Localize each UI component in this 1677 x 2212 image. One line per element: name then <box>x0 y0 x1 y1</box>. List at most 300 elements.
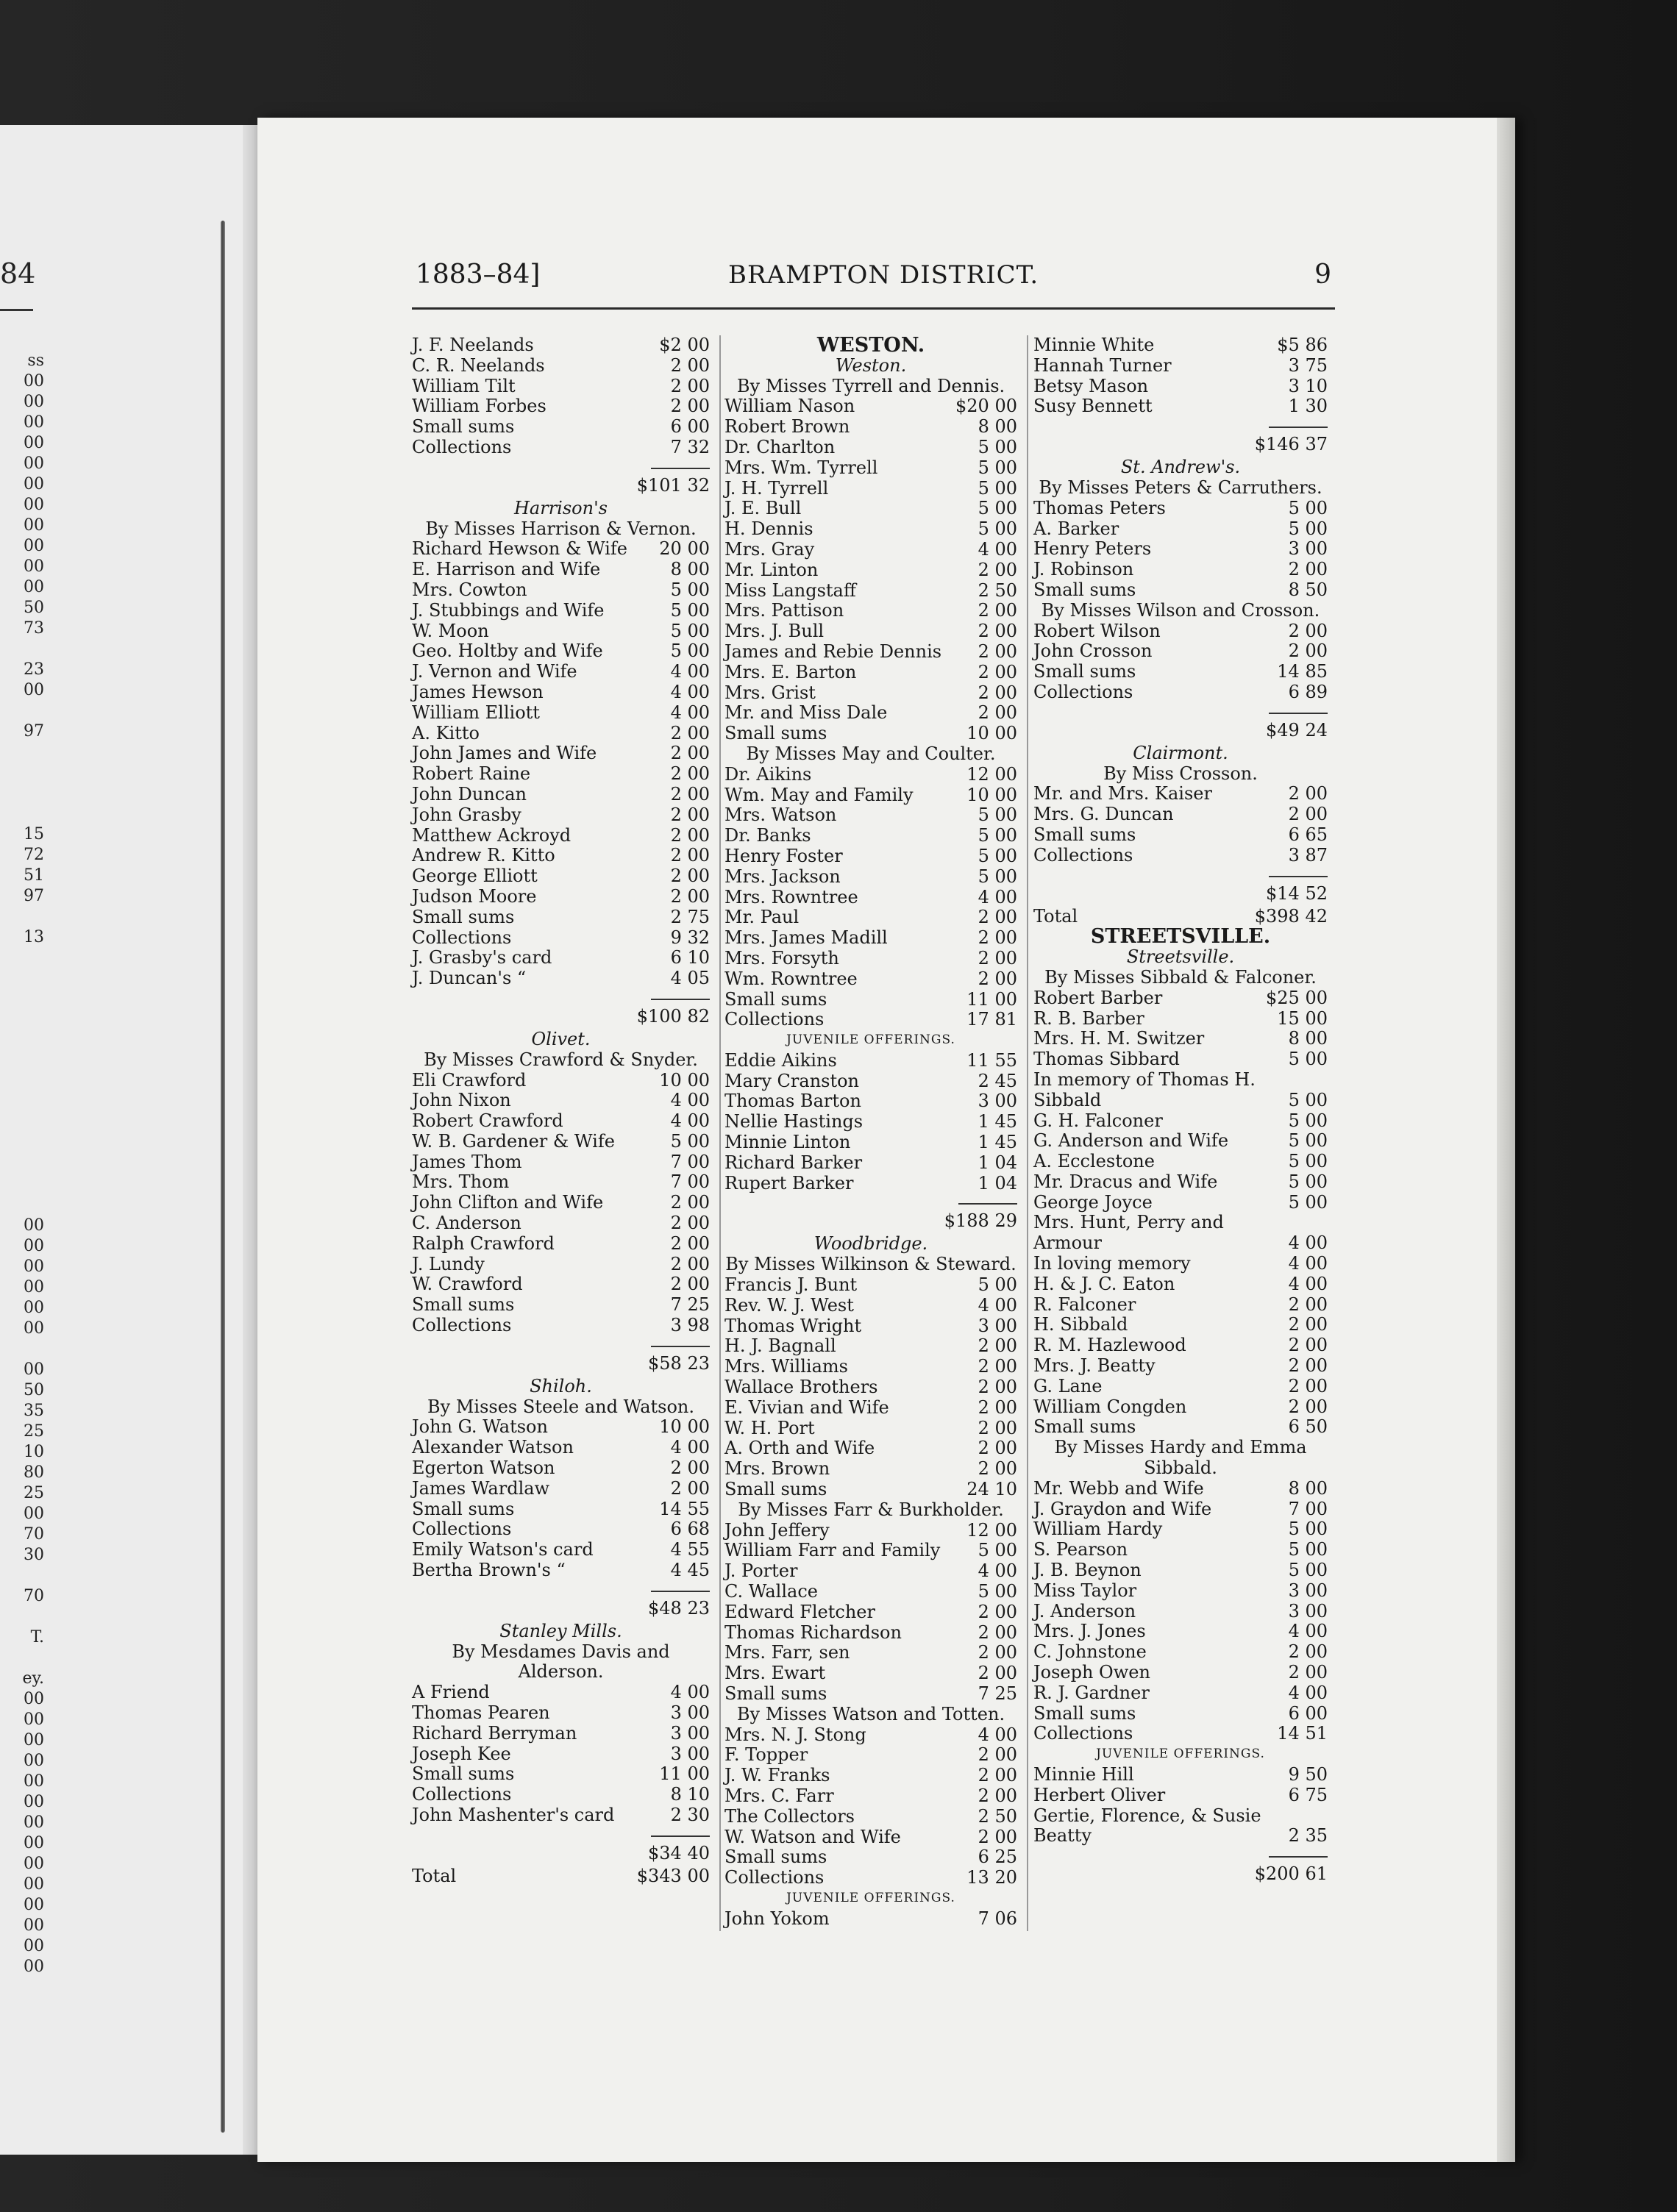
header-rule <box>412 307 1335 310</box>
entry-name: Small sums <box>1033 1702 1136 1724</box>
collectors-line <box>724 377 1017 397</box>
entry-amount: 2 00 <box>670 763 710 785</box>
page-header <box>416 259 1331 296</box>
entry-amount: 5 00 <box>978 457 1017 478</box>
ledger-entry <box>724 1132 1017 1153</box>
entry-amount: 5 00 <box>1288 1110 1328 1131</box>
ledger-entry <box>724 1561 1017 1582</box>
entry-amount: 1 04 <box>978 1172 1017 1194</box>
entry-name: Small sums <box>412 906 515 927</box>
entry-name: Mrs. C. Farr <box>724 1785 834 1806</box>
entry-name: Robert Wilson <box>1033 620 1161 641</box>
subtotal-amount: $14 52 <box>1266 882 1328 904</box>
entry-amount: 8 00 <box>670 559 710 580</box>
left-page-fragment: 00 <box>24 1916 44 1935</box>
entry-name: Mrs. James Madill <box>724 927 888 949</box>
entry-amount: 4 00 <box>1288 1621 1328 1642</box>
left-page-fragment: 00 <box>24 496 44 514</box>
left-page-fragment: T. <box>30 1628 44 1646</box>
entry-amount: 12 00 <box>966 763 1017 785</box>
left-page-fragment: 00 <box>24 413 44 432</box>
entry-name: Betsy Mason <box>1033 375 1149 396</box>
ledger-entry <box>724 1909 1017 1930</box>
ledger-entry <box>1033 1315 1328 1335</box>
ledger-entry <box>724 1847 1017 1868</box>
left-page-fragment: 00 <box>24 372 44 390</box>
collectors-text: By Misses Farr & Burkholder. <box>738 1499 1004 1520</box>
ledger-entry <box>412 1479 710 1499</box>
entry-name: R. J. Gardner <box>1033 1682 1150 1703</box>
entry-amount: 4 00 <box>978 886 1017 907</box>
entry-amount: 8 50 <box>1288 579 1328 600</box>
ledger-entry <box>412 1234 710 1255</box>
ledger-entry <box>1033 377 1328 397</box>
entry-amount: 2 00 <box>978 1785 1017 1806</box>
entry-name: Mrs. Pattison <box>724 600 844 621</box>
entry-name: Mrs. Gray <box>724 538 815 560</box>
category-text: JUVENILE OFFERINGS. <box>786 1890 955 1905</box>
ledger-entry <box>724 1398 1017 1419</box>
entry-amount: 14 85 <box>1277 661 1328 682</box>
left-page-fragment: ey. <box>22 1669 44 1688</box>
ledger-entry <box>1033 662 1328 682</box>
subsection-title: St. Andrew's. <box>1120 457 1241 478</box>
entry-name: Small sums <box>412 416 515 438</box>
entry-name: Small sums <box>724 723 827 744</box>
ledger-entry <box>412 335 710 356</box>
entry-amount: 2 00 <box>1288 783 1328 804</box>
entry-amount: 3 00 <box>670 1702 710 1724</box>
subtotal-line <box>1033 703 1328 743</box>
entry-name: William Nason <box>724 396 855 417</box>
collectors-line <box>724 1705 1017 1725</box>
left-page-fragment: 15 <box>24 825 44 843</box>
entry-name: W. Watson and Wife <box>724 1826 901 1847</box>
ledger-entry <box>412 948 710 968</box>
ledger-entry <box>724 683 1017 704</box>
entry-name: The Collectors <box>724 1805 855 1827</box>
collectors-text: Sibbald. <box>1144 1458 1217 1479</box>
ledger-entry <box>412 1071 710 1091</box>
left-page-fragment: 00 <box>24 578 44 596</box>
ledger-entry <box>1033 1029 1328 1049</box>
entry-name: Mr. Linton <box>724 559 819 580</box>
entry-name: C. Wallace <box>724 1581 818 1602</box>
entry-amount: 2 00 <box>978 1663 1017 1684</box>
entry-name: Andrew R. Kitto <box>412 845 555 866</box>
ledger-entry <box>1033 1356 1328 1377</box>
entry-name: Mrs. Watson <box>724 804 837 826</box>
ledger-entry <box>724 805 1017 826</box>
entry-name: W. B. Gardener & Wife <box>412 1130 615 1152</box>
ledger-entry <box>724 601 1017 621</box>
ledger-entry <box>1033 1131 1328 1152</box>
entry-amount: 5 00 <box>1288 497 1328 518</box>
entry-amount: 2 50 <box>978 1805 1017 1827</box>
entry-amount: 2 00 <box>978 682 1017 703</box>
ledger-entry <box>1033 1704 1328 1724</box>
entry-amount: $2 00 <box>659 335 710 355</box>
entry-name: J. Duncan's “ <box>412 968 527 989</box>
entry-name: Small sums <box>1033 824 1136 845</box>
entry-name: John Grasby <box>412 804 521 825</box>
entry-name: S. Pearson <box>1033 1539 1128 1560</box>
ledger-entry <box>1033 988 1328 1009</box>
ledger-entry <box>412 1764 710 1785</box>
entry-amount: 4 00 <box>1288 1253 1328 1274</box>
entry-amount: 2 00 <box>978 1377 1017 1398</box>
entry-name: John G. Watson <box>412 1416 548 1438</box>
entry-name: A. Ecclestone <box>1033 1151 1155 1172</box>
entry-name: Minnie Linton <box>724 1132 851 1153</box>
ledger-entry <box>1033 1172 1328 1193</box>
entry-amount: 10 00 <box>966 784 1017 805</box>
ledger-entry <box>1033 539 1328 560</box>
collectors-text: By Mesdames Davis and <box>452 1641 670 1662</box>
entry-amount: 2 00 <box>978 1642 1017 1663</box>
collectors-line <box>412 1662 710 1683</box>
entry-amount: 8 10 <box>670 1784 710 1805</box>
entry-name: A. Barker <box>1033 518 1119 539</box>
entry-amount: 2 00 <box>670 804 710 825</box>
entry-amount: 2 00 <box>670 824 710 846</box>
entry-name: Thomas Pearen <box>412 1702 550 1724</box>
entry-name: James Thom <box>412 1151 522 1172</box>
entry-amount: $343 00 <box>636 1865 710 1886</box>
entry-amount: 24 10 <box>966 1479 1017 1500</box>
left-page-fragment: 50 <box>24 599 44 617</box>
entry-amount: 2 00 <box>978 1765 1017 1786</box>
entry-name: Robert Crawford <box>412 1110 563 1132</box>
ledger-entry <box>1033 907 1328 927</box>
subsection-title: Shiloh. <box>530 1375 592 1396</box>
entry-amount: 7 32 <box>670 436 710 457</box>
left-page-fragment: 00 <box>24 393 44 411</box>
entry-name: Robert Raine <box>412 763 531 785</box>
entry-name: Mr. Paul <box>724 907 800 928</box>
entry-name: Dr. Banks <box>724 825 811 846</box>
subtotal-line <box>412 1336 710 1377</box>
ledger-entry <box>1033 1254 1328 1274</box>
ledger-entry <box>1033 804 1328 825</box>
ledger-entry <box>412 580 710 601</box>
entry-name: J. H. Tyrrell <box>724 477 829 499</box>
left-page-fragment: 00 <box>24 1937 44 1955</box>
entry-amount: 4 00 <box>670 1090 710 1111</box>
entry-amount: 4 00 <box>1288 1232 1328 1254</box>
entry-name: Mary Cranston <box>724 1070 860 1091</box>
entry-name: Ralph Crawford <box>412 1232 555 1254</box>
subsection-title: Clairmont. <box>1133 742 1228 763</box>
entry-amount: 5 00 <box>670 1130 710 1152</box>
ledger-entry <box>1033 1519 1328 1540</box>
entry-name: James and Rebie Dennis <box>724 641 942 662</box>
page-edge <box>1497 118 1515 2162</box>
entry-amount: 6 75 <box>1288 1784 1328 1805</box>
entry-name: Eli Crawford <box>412 1069 527 1091</box>
subtotal-amount: $34 40 <box>648 1842 710 1863</box>
entry-amount: 10 00 <box>659 1069 710 1091</box>
entry-amount: 2 75 <box>670 906 710 927</box>
left-page-fragment: 35 <box>24 1402 44 1420</box>
entry-name: Dr. Aikins <box>724 763 812 785</box>
entry-name: W. H. Port <box>724 1417 815 1438</box>
collectors-line <box>412 1050 710 1071</box>
header-title: BRAMPTON DISTRICT. <box>728 260 1039 290</box>
entry-name: Mrs. H. M. Switzer <box>1033 1028 1205 1049</box>
entry-amount: 11 55 <box>966 1049 1017 1071</box>
entry-amount: $5 86 <box>1277 335 1328 355</box>
left-page-fragment: 13 <box>24 928 44 946</box>
ledger-entry <box>412 560 710 580</box>
subsection-title: Harrison's <box>514 497 608 518</box>
ledger-entry <box>412 1866 710 1887</box>
entry-amount: 7 25 <box>978 1683 1017 1704</box>
ledger-entry <box>724 785 1017 806</box>
ledger-entry <box>412 805 710 826</box>
entry-name: Mrs. Forsyth <box>724 947 839 968</box>
ledger-entry <box>412 1295 710 1316</box>
subsection-title: Streetsville. <box>1126 946 1235 968</box>
ledger-entry <box>724 458 1017 479</box>
entry-name: G. H. Falconer <box>1033 1110 1163 1131</box>
entry-name: A. Orth and Wife <box>724 1438 875 1459</box>
ledger-entry <box>724 1438 1017 1459</box>
collectors-line <box>412 519 710 540</box>
entry-amount: 12 00 <box>966 1519 1017 1541</box>
subsection-heading <box>412 1377 710 1397</box>
ledger-entry <box>724 846 1017 867</box>
ledger-entry <box>1033 1785 1328 1806</box>
entry-name: Collections <box>412 1315 512 1336</box>
entry-name: Small sums <box>724 988 827 1010</box>
entry-amount: 5 00 <box>978 436 1017 457</box>
ledger-entry <box>724 1663 1017 1684</box>
entry-amount: 2 00 <box>1288 641 1328 662</box>
entry-amount: 2 00 <box>1288 1355 1328 1377</box>
entry-name: E. Vivian and Wife <box>724 1396 889 1418</box>
entry-amount: 8 00 <box>1288 1477 1328 1499</box>
ledger-entry <box>1033 1499 1328 1520</box>
ledger-entry <box>724 1807 1017 1827</box>
column-divider <box>1027 335 1028 1931</box>
entry-amount: 10 00 <box>659 1416 710 1438</box>
entry-amount: 5 00 <box>1288 1171 1328 1192</box>
entry-name: William Forbes <box>412 396 546 417</box>
collectors-line <box>724 1255 1017 1275</box>
ledger-entry <box>1033 1152 1328 1172</box>
entry-amount: 5 00 <box>670 620 710 641</box>
entry-amount: 5 00 <box>978 1540 1017 1561</box>
left-page-fragment: 80 <box>24 1463 44 1482</box>
entry-name: J. Stubbings and Wife <box>412 599 605 621</box>
ledger-entry <box>1033 1642 1328 1663</box>
entry-amount: 4 00 <box>670 1110 710 1132</box>
column-3 <box>1033 335 1328 1887</box>
category-heading <box>724 1888 1017 1909</box>
entry-name: Small sums <box>1033 579 1136 600</box>
entry-amount: 2 00 <box>1288 1294 1328 1315</box>
ledger-entry <box>412 1111 710 1132</box>
entry-name: Mrs. Thom <box>412 1171 510 1193</box>
category-heading <box>724 1030 1017 1051</box>
entry-name: C. R. Neelands <box>412 354 545 376</box>
entry-name: Small sums <box>724 1479 827 1500</box>
subtotal-amount: $48 23 <box>648 1597 710 1619</box>
entry-name: Matthew Ackroyd <box>412 824 572 846</box>
ledger-entry <box>412 1193 710 1213</box>
ledger-entry <box>412 1132 710 1152</box>
entry-amount: 5 00 <box>670 641 710 662</box>
ledger-entry <box>412 1519 710 1540</box>
entry-name: E. Harrison and Wife <box>412 559 601 580</box>
subsection-title: Olivet. <box>531 1028 591 1049</box>
ledger-entry <box>724 1010 1017 1030</box>
ledger-entry <box>724 888 1017 908</box>
entry-name: Small sums <box>1033 1416 1136 1438</box>
entry-amount: 5 00 <box>1288 1151 1328 1172</box>
entry-name: Judson Moore <box>412 885 537 907</box>
ledger-entry <box>412 826 710 846</box>
ledger-entry <box>724 417 1017 438</box>
entry-name: Alexander Watson <box>412 1437 574 1458</box>
entry-name: Robert Barber <box>1033 987 1163 1008</box>
left-page-fragment: 00 <box>24 1834 44 1852</box>
entry-amount: 2 00 <box>670 783 710 804</box>
ledger-entry <box>724 1459 1017 1480</box>
entry-amount: 13 20 <box>966 1867 1017 1888</box>
subsection-title: Stanley Mills. <box>499 1620 622 1641</box>
entry-amount: 2 00 <box>978 1438 1017 1459</box>
ledger-entry <box>724 1623 1017 1644</box>
ledger-entry <box>1033 621 1328 642</box>
entry-name: J. F. Neelands <box>412 335 534 355</box>
subsection-title: Weston. <box>835 354 907 376</box>
ledger-entry <box>412 846 710 866</box>
ledger-entry <box>1033 1663 1328 1683</box>
ledger-entry <box>1033 641 1328 662</box>
entry-amount: 7 00 <box>670 1151 710 1172</box>
entry-amount: 11 00 <box>966 988 1017 1010</box>
entry-name: Total <box>1033 905 1078 927</box>
entry-name: Mrs. N. J. Stong <box>724 1724 866 1745</box>
subtotal-amount: $200 61 <box>1254 1863 1328 1885</box>
entry-name: Herbert Oliver <box>1033 1784 1166 1805</box>
ledger-entry <box>724 1582 1017 1602</box>
entry-name: Egerton Watson <box>412 1458 555 1479</box>
entry-amount: 2 00 <box>670 1232 710 1254</box>
entry-amount: 1 45 <box>978 1132 1017 1153</box>
ledger-entry <box>724 969 1017 990</box>
subsection-heading <box>412 1030 710 1050</box>
ledger-entry <box>412 1274 710 1295</box>
entry-amount: 4 00 <box>1288 1273 1328 1294</box>
ledger-entry <box>724 1275 1017 1296</box>
entry-name: J. Graydon and Wife <box>1033 1498 1212 1519</box>
collectors-text: By Miss Crosson. <box>1103 763 1258 784</box>
entry-name: Small sums <box>412 1763 515 1785</box>
entry-amount: 5 00 <box>978 825 1017 846</box>
left-page-fragment: 70 <box>24 1525 44 1544</box>
ledger-entry <box>724 1316 1017 1337</box>
entry-name: Small sums <box>724 1847 827 1868</box>
left-page-fragment: 00 <box>24 1772 44 1791</box>
ledger-entry <box>1033 1193 1328 1213</box>
ledger-entry <box>724 867 1017 888</box>
ledger-entry <box>724 642 1017 663</box>
ledger-entry <box>412 1785 710 1805</box>
category-text: JUVENILE OFFERINGS. <box>786 1032 955 1048</box>
left-page-fragment: 00 <box>24 1505 44 1523</box>
entry-amount: 2 00 <box>1288 1662 1328 1683</box>
entry-amount: 8 00 <box>1288 1028 1328 1049</box>
ledger-entry <box>1033 560 1328 580</box>
entry-name: Collections <box>412 1519 512 1540</box>
entry-name: F. Topper <box>724 1744 808 1766</box>
ledger-entry <box>724 1112 1017 1132</box>
left-page-fragment: 00 <box>24 1731 44 1749</box>
page-number: 9 <box>1314 260 1331 290</box>
entry-name: Thomas Wright <box>724 1315 862 1336</box>
entry-amount: 4 00 <box>670 681 710 702</box>
entry-name: Robert Brown <box>724 416 850 438</box>
subsection-heading <box>1033 457 1328 478</box>
entry-amount: 2 00 <box>670 866 710 887</box>
subtotal-line <box>724 1194 1017 1234</box>
entry-name: Thomas Richardson <box>724 1621 902 1643</box>
subtotal-line <box>412 989 710 1030</box>
column-2 <box>724 335 1017 1930</box>
subtotal-amount: $146 37 <box>1254 434 1328 455</box>
entry-name: Mrs. E. Barton <box>724 661 857 682</box>
left-page-fragment: 25 <box>24 1422 44 1441</box>
ledger-entry <box>412 785 710 805</box>
ledger-entry <box>724 1521 1017 1541</box>
subtotal-amount: $188 29 <box>944 1210 1017 1232</box>
ledger-entry <box>724 1377 1017 1398</box>
entry-name: R. Falconer <box>1033 1294 1136 1315</box>
entry-name: Collections <box>724 1009 825 1030</box>
left-page-header-fragment: 84 <box>0 257 36 290</box>
ledger-entry <box>1033 1621 1328 1642</box>
left-page-fragment: 00 <box>24 1855 44 1873</box>
entry-amount: 2 00 <box>978 702 1017 724</box>
ledger-entry <box>724 1091 1017 1112</box>
ledger-entry <box>724 1827 1017 1848</box>
left-page-fragment: ss <box>27 352 44 370</box>
entry-amount: 2 00 <box>978 1417 1017 1438</box>
section-heading <box>724 335 1017 356</box>
entry-name: Eddie Aikins <box>724 1049 837 1071</box>
ledger-entry <box>1033 1560 1328 1581</box>
left-page-fragment: 72 <box>24 846 44 864</box>
ledger-entry <box>412 866 710 887</box>
ledger-entry <box>1033 1091 1328 1111</box>
subsection-heading <box>724 356 1017 377</box>
entry-amount: 2 00 <box>978 600 1017 621</box>
entry-amount: $25 00 <box>1266 987 1328 1008</box>
entry-amount: 4 00 <box>978 1294 1017 1316</box>
entry-name: Mrs. Grist <box>724 682 816 703</box>
entry-amount: 6 65 <box>1288 824 1328 845</box>
entry-name: R. B. Barber <box>1033 1007 1144 1029</box>
ledger-entry <box>412 1438 710 1458</box>
subtotal-amount: $100 82 <box>636 1005 710 1027</box>
binding-thread <box>221 221 225 2133</box>
entry-name: Mrs. Jackson <box>724 866 841 887</box>
entry-name: John Duncan <box>412 783 527 804</box>
entry-name: Armour <box>1033 1232 1102 1254</box>
